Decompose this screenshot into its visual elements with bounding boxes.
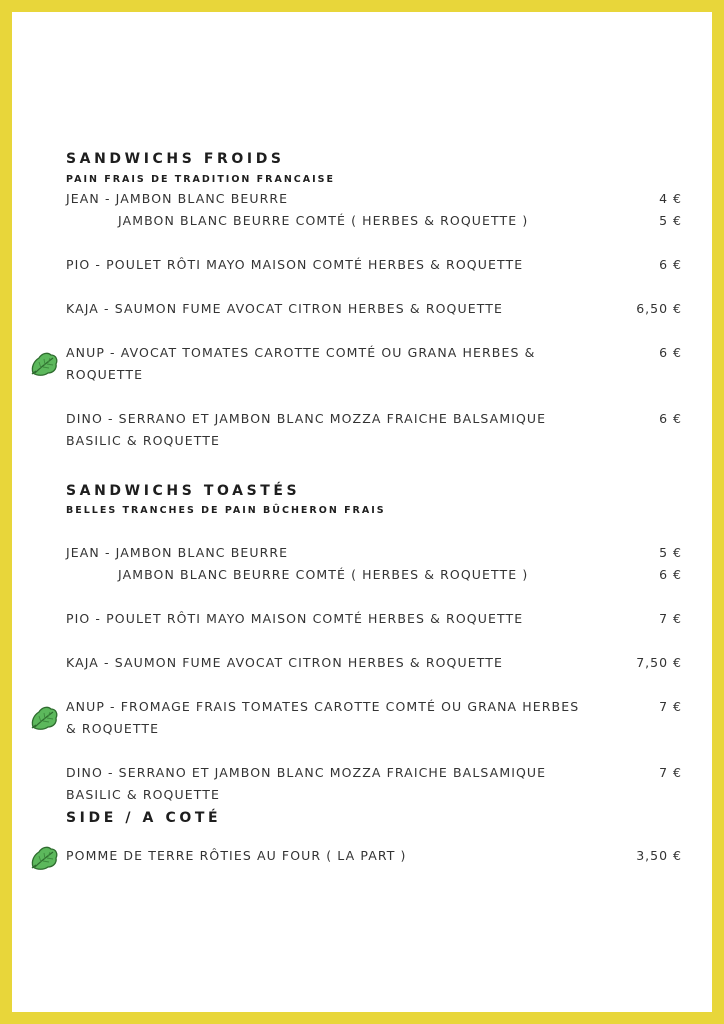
menu-item-name: PIO - POULET RÔTI MAYO MAISON COMTÉ HERBES & ROQUETTE <box>66 611 524 626</box>
section-title-froids: SANDWICHS FROIDS <box>66 151 285 167</box>
menu-item-price: 7 € <box>659 699 682 714</box>
menu-item-name-line2: BASILIC & ROQUETTE <box>66 433 220 448</box>
menu-item-name: POMME DE TERRE RÔTIES AU FOUR ( LA PART ) <box>66 848 407 863</box>
menu-item-price: 3,50 € <box>636 848 682 863</box>
menu-item-price: 7 € <box>659 765 682 780</box>
menu-item-name: JAMBON BLANC BEURRE COMTÉ ( HERBES & ROQUETTE ) <box>118 567 529 582</box>
section-subtitle-toastes: BELLES TRANCHES DE PAIN BÛCHERON FRAIS <box>66 505 386 516</box>
menu-item-price: 6 € <box>659 257 682 272</box>
menu-item-name: KAJA - SAUMON FUME AVOCAT CITRON HERBES & ROQUETTE <box>66 655 503 670</box>
menu-item-price: 6,50 € <box>636 301 682 316</box>
menu-item-name-line2: BASILIC & ROQUETTE <box>66 787 220 802</box>
section-title-side: SIDE / A COTÉ <box>66 810 222 826</box>
menu-item-name-line1: ANUP - FROMAGE FRAIS TOMATES CAROTTE COMTÉ OU GRANA HERBES <box>66 699 580 714</box>
menu-item-price: 6 € <box>659 567 682 582</box>
menu-item-price: 6 € <box>659 411 682 426</box>
menu-item-price: 5 € <box>659 545 682 560</box>
section-title-toastes: SANDWICHS TOASTÉS <box>66 483 301 499</box>
menu-item-price: 7,50 € <box>636 655 682 670</box>
menu-item-name-line2: & ROQUETTE <box>66 721 160 736</box>
menu-item-name: KAJA - SAUMON FUME AVOCAT CITRON HERBES & ROQUETTE <box>66 301 503 316</box>
menu-item-name-line2: ROQUETTE <box>66 367 144 382</box>
menu-item-price: 4 € <box>659 191 682 206</box>
menu-item-name: JEAN - JAMBON BLANC BEURRE <box>66 191 289 206</box>
menu-item-name-line1: DINO - SERRANO ET JAMBON BLANC MOZZA FRAICHE BALSAMIQUE <box>66 411 547 426</box>
menu-item-price: 6 € <box>659 345 682 360</box>
menu-item-name: PIO - POULET RÔTI MAYO MAISON COMTÉ HERBES & ROQUETTE <box>66 257 524 272</box>
lettuce-icon <box>29 843 59 873</box>
menu-item-price: 5 € <box>659 213 682 228</box>
menu-item-name: JAMBON BLANC BEURRE COMTÉ ( HERBES & ROQUETTE ) <box>118 213 529 228</box>
menu-item-name: JEAN - JAMBON BLANC BEURRE <box>66 545 289 560</box>
menu-item-price: 7 € <box>659 611 682 626</box>
lettuce-icon <box>29 349 59 379</box>
menu-item-name-line1: DINO - SERRANO ET JAMBON BLANC MOZZA FRAICHE BALSAMIQUE <box>66 765 547 780</box>
lettuce-icon <box>29 703 59 733</box>
menu-item-name-line1: ANUP - AVOCAT TOMATES CAROTTE COMTÉ OU GRANA HERBES & <box>66 345 536 360</box>
section-subtitle-froids: PAIN FRAIS DE TRADITION FRANCAISE <box>66 174 335 185</box>
